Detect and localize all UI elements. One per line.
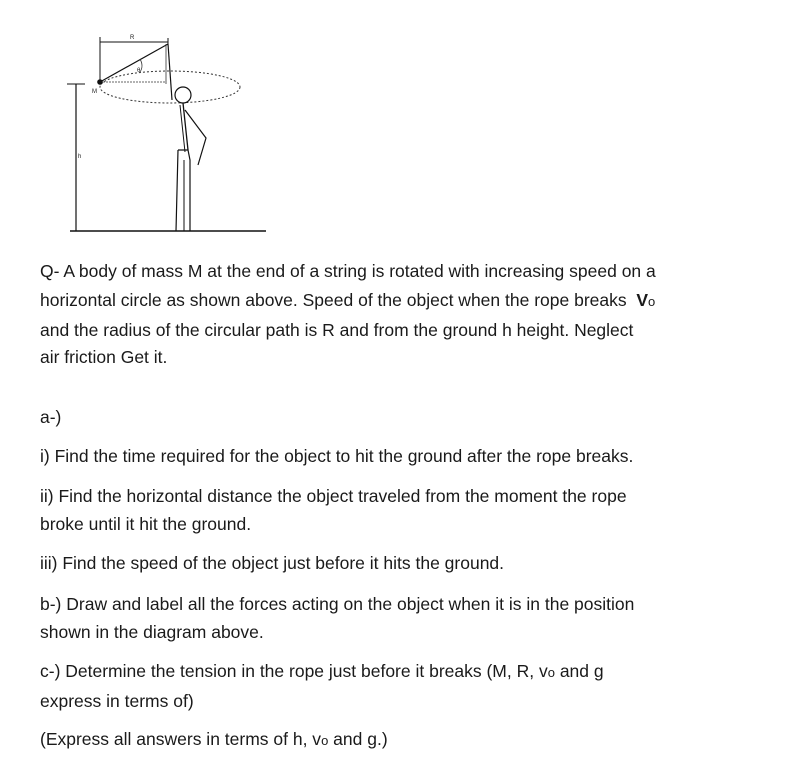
mass-label: M <box>92 89 97 95</box>
part-a-ii <box>40 482 760 538</box>
v0-subscript: o <box>648 294 656 309</box>
string <box>100 44 168 82</box>
part-a-heading: a-) <box>40 407 62 427</box>
question-line-3: and the radius of the circular path is R and from the ground h height. Neglect <box>40 320 634 340</box>
part-a-ii-line-2: broke until it hit the ground. <box>40 514 252 534</box>
final-note-after: and g.) <box>328 729 388 749</box>
final-note <box>40 725 760 755</box>
part-b-line-2: shown in the diagram above. <box>40 622 264 642</box>
question-line-2-text: horizontal circle as shown above. Speed of the object when the rope breaks <box>40 290 627 310</box>
part-c-line-1-before: c-) Determine the tension in the rope just before it breaks (M, R, v <box>40 661 548 681</box>
part-a-i: i) Find the time required for the object to hit the ground after the rope breaks. <box>40 446 634 466</box>
question-line-1: Q- A body of mass M at the end of a string is rotated with increasing speed on a <box>40 261 656 281</box>
question-paragraph <box>40 257 760 369</box>
part-c-v0-subscript: o <box>547 665 555 680</box>
radius-label: R <box>130 35 135 41</box>
physics-diagram <box>0 0 300 250</box>
part-b <box>40 590 760 646</box>
question-line-2 <box>40 286 760 316</box>
part-c-line-2: express in terms of) <box>40 691 194 711</box>
part-b-line-1: b-) Draw and label all the forces acting on the object when it is in the position <box>40 594 635 614</box>
mass-object <box>97 79 103 85</box>
person-lower-arm <box>185 110 206 165</box>
person-head <box>175 87 191 103</box>
final-note-before: (Express all answers in terms of h, v <box>40 729 322 749</box>
part-a-ii-line-1: ii) Find the horizontal distance the object traveled from the moment the rope <box>40 486 627 506</box>
part-c-line-1 <box>40 657 760 687</box>
person-legs <box>176 150 190 231</box>
theta-label: θ <box>137 68 141 74</box>
height-label: h <box>78 154 82 160</box>
person-raised-arm <box>168 44 172 100</box>
part-c-line-1-after: and g <box>554 661 604 681</box>
part-a-iii: iii) Find the speed of the object just before it hits the ground. <box>40 553 505 573</box>
v0-symbol: V <box>636 290 649 310</box>
final-note-subscript: o <box>321 733 329 748</box>
part-c <box>40 657 760 715</box>
question-line-4: air friction Get it. <box>40 347 168 367</box>
